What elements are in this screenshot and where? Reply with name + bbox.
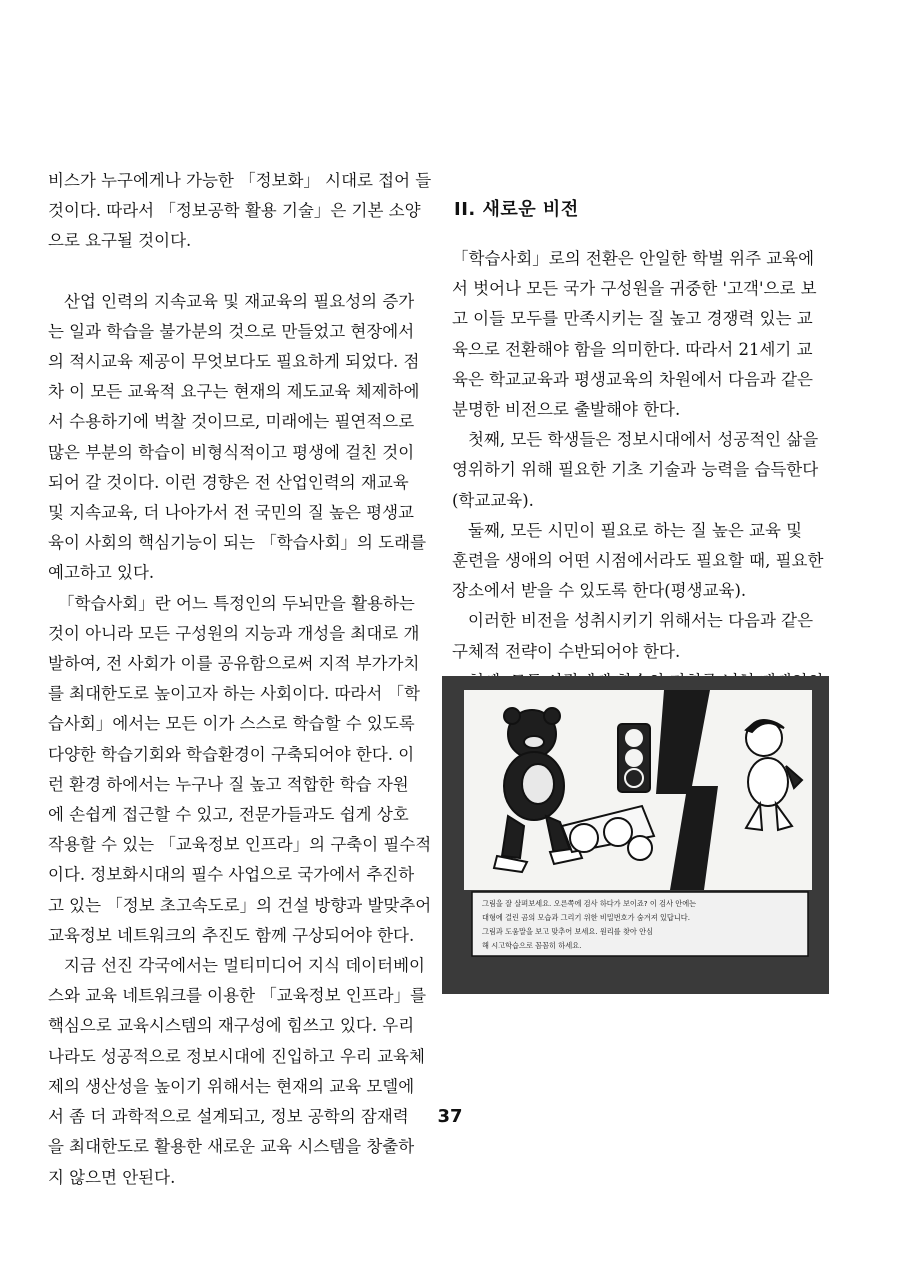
text-line: 교육정보 네트워크의 추진도 함께 구상되어야 한다. xyxy=(48,925,415,945)
text-line: 를 최대한도로 높이고자 하는 사회이다. 따라서 「학 xyxy=(48,684,420,704)
paragraph-3 xyxy=(48,589,432,951)
text-line: 지 않으면 안된다. xyxy=(48,1167,176,1187)
cartoon-illustration xyxy=(442,676,829,994)
text-line: 육이 사회의 핵심기능이 되는 「학습사회」의 도래를 xyxy=(48,533,427,553)
text-line: (학교교육). xyxy=(452,490,534,510)
paragraph-1 xyxy=(452,244,817,425)
text-line: 첫째, 모든 학생들은 정보시대에서 성공적인 삶을 xyxy=(468,430,819,450)
text-line: 육으로 전환해야 함을 의미한다. 따라서 21세기 교 xyxy=(452,339,813,359)
text-line: 산업 인력의 지속교육 및 재교육의 필요성의 증가 xyxy=(64,291,415,311)
text-line: 영위하기 위해 필요한 기초 기술과 능력을 습득한다 xyxy=(452,460,819,480)
text-line: 다양한 학습기회와 학습환경이 구축되어야 한다. 이 xyxy=(48,744,415,764)
text-line: 비스가 누구에게나 가능한 「정보화」 시대로 접어 들 xyxy=(48,171,432,190)
figure-photo xyxy=(442,676,829,994)
text-line: 둘째, 모든 시민이 필요로 하는 질 높은 교육 및 xyxy=(468,520,803,540)
caption-line: 해 시고학습으로 꼼꼼히 하세요. xyxy=(482,941,582,950)
text-line: 나라도 성공적으로 정보시대에 진입하고 우리 교육체 xyxy=(48,1046,425,1066)
traffic-light-illustration xyxy=(618,724,650,792)
text-line: 육은 학교교육과 평생교육의 차원에서 다음과 같은 xyxy=(452,369,813,389)
text-line: 및 지속교육, 더 나아가서 전 국민의 질 높은 평생교 xyxy=(48,503,414,523)
text-line: 것이 아니라 모든 구성원의 지능과 개성을 최대로 개 xyxy=(48,623,420,643)
text-line: 작용할 수 있는 「교육정보 인프라」의 구축이 필수적 xyxy=(48,835,432,855)
text-line: 을 최대한도로 활용한 새로운 교육 시스템을 창출하 xyxy=(48,1137,415,1157)
text-line: 에 손쉽게 접근할 수 있고, 전문가들과도 쉽게 상호 xyxy=(48,805,409,825)
text-line: 서 벗어나 모든 국가 구성원을 귀중한 '고객'으로 보 xyxy=(452,279,817,299)
paragraph-1 xyxy=(48,166,432,257)
text-line: 는 일과 학습을 불가분의 것으로 만들었고 현장에서 xyxy=(48,321,415,341)
text-line: 이다. 정보화시대의 필수 사업으로 국가에서 추진하 xyxy=(48,865,415,885)
text-line: 서 수용하기에 벅찰 것이므로, 미래에는 필연적으로 xyxy=(48,412,415,432)
text-line: 고 이들 모두를 만족시키는 질 높고 경쟁력 있는 교 xyxy=(452,309,813,329)
text-line: 차 이 모든 교육적 요구는 현재의 제도교육 체제하에 xyxy=(48,382,420,402)
paragraph-3 xyxy=(452,516,824,607)
caption-line: 그림과 도움말을 보고 맞추어 보세요. 원리를 찾아 안심 xyxy=(482,927,654,936)
text-line: 핵심으로 교육시스템의 재구성에 힘쓰고 있다. 우리 xyxy=(48,1016,415,1036)
text-line: 으로 요구될 것이다. xyxy=(48,231,192,251)
paragraph-gap xyxy=(48,257,408,287)
text-line: 되어 갈 것이다. 이런 경향은 전 산업인력의 재교육 xyxy=(48,472,409,492)
section-heading: II. 새로운 비전 xyxy=(454,199,579,220)
page-number: 37 xyxy=(437,1106,463,1127)
text-line: 고 있는 「정보 초고속도로」의 건설 방향과 발맞추어 xyxy=(48,895,432,915)
text-line: 「학습사회」로의 전환은 안일한 학벌 위주 교육에 xyxy=(452,249,815,268)
text-line: 이러한 비전을 성취시키기 위해서는 다음과 같은 xyxy=(468,611,814,631)
text-line: 구체적 전략이 수반되어야 한다. xyxy=(452,641,681,661)
caption-line: 대형에 걸린 곰의 모습과 그리기 위한 비밀번호가 숨겨져 있답니다. xyxy=(482,913,691,922)
text-line: 분명한 비전으로 출발해야 한다. xyxy=(452,400,681,420)
paragraph-2 xyxy=(48,287,427,589)
text-line: 예고하고 있다. xyxy=(48,563,155,583)
paragraph-2 xyxy=(452,425,819,516)
text-line: 발하여, 전 사회가 이를 공유함으로써 지적 부가가치 xyxy=(48,654,420,674)
paragraph-4 xyxy=(48,951,427,1193)
text-line: 제의 생산성을 높이기 위해서는 현재의 교육 모델에 xyxy=(48,1076,415,1096)
text-line: 런 환경 하에서는 누구나 질 높고 적합한 학습 자원 xyxy=(48,774,409,794)
caption-line: 그림을 잘 살펴보세요. 오른쪽에 검사 하다가 보이죠? 이 검사 안에는 xyxy=(482,899,697,908)
text-line: 서 좀 더 과학적으로 설계되고, 정보 공학의 잠재력 xyxy=(48,1107,409,1127)
text-line: 많은 부분의 학습이 비형식적이고 평생에 걸친 것이 xyxy=(48,442,415,462)
text-line: 장소에서 받을 수 있도록 한다(평생교육). xyxy=(452,581,747,601)
text-line: 훈련을 생애의 어떤 시점에서라도 필요할 때, 필요한 xyxy=(452,551,824,571)
right-column xyxy=(452,244,824,727)
text-line: 의 적시교육 제공이 무엇보다도 필요하게 되었다. 점 xyxy=(48,352,420,372)
paragraph-4 xyxy=(452,606,814,666)
text-line: 것이다. 따라서 「정보공학 활용 기술」은 기본 소양 xyxy=(48,201,421,221)
text-line: 「학습사회」란 어느 특정인의 두뇌만을 활용하는 xyxy=(58,593,415,613)
text-line: 지금 선진 각국에서는 멀티미디어 지식 데이터베이 xyxy=(64,956,425,976)
left-column xyxy=(48,166,432,1193)
text-line: 습사회」에서는 모든 이가 스스로 학습할 수 있도록 xyxy=(48,714,415,734)
text-line: 스와 교육 네트워크를 이용한 「교육정보 인프라」를 xyxy=(48,986,427,1006)
